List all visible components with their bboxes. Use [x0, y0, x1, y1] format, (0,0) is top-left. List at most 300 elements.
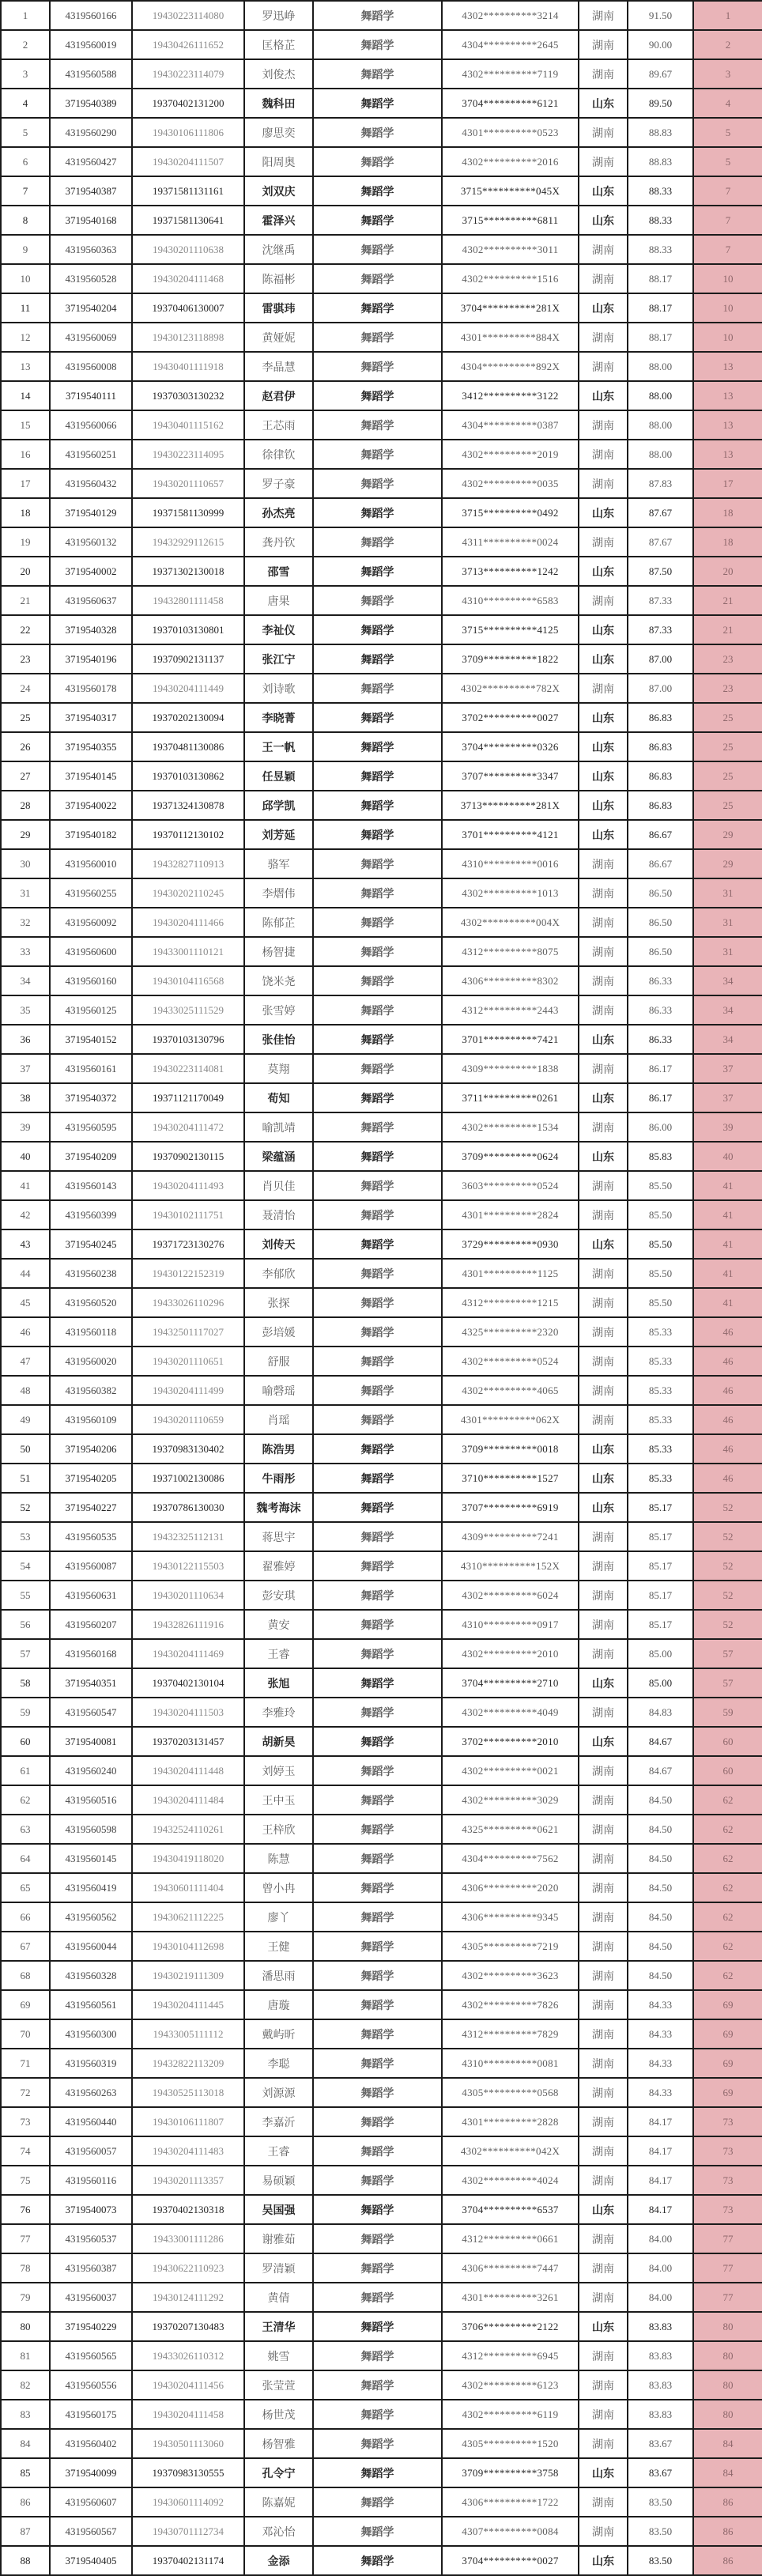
- cell-exam_no: 19370207130483: [132, 2312, 244, 2341]
- cell-masked_id: 4306**********2020: [442, 1873, 579, 1902]
- cell-rank: 13: [693, 410, 762, 440]
- cell-major: 舞蹈学: [313, 2136, 442, 2166]
- cell-exam_no: 19432801111458: [132, 586, 244, 615]
- cell-reg_id: 4319560118: [50, 1317, 132, 1347]
- cell-exam_no: 19432826111916: [132, 1610, 244, 1639]
- cell-rank: 62: [693, 1902, 762, 1932]
- cell-score: 88.83: [628, 118, 693, 147]
- cell-score: 86.17: [628, 1083, 693, 1112]
- cell-rank: 59: [693, 1698, 762, 1727]
- cell-province: 湖南: [579, 1902, 628, 1932]
- cell-reg_id: 3719540389: [50, 89, 132, 118]
- cell-rank: 46: [693, 1317, 762, 1347]
- cell-reg_id: 4319560402: [50, 2429, 132, 2458]
- cell-rank: 69: [693, 2019, 762, 2049]
- cell-rank: 69: [693, 2078, 762, 2107]
- cell-name: 骆军: [244, 849, 313, 878]
- cell-no: 54: [1, 1551, 50, 1581]
- cell-province: 湖南: [579, 2517, 628, 2546]
- cell-major: 舞蹈学: [313, 761, 442, 791]
- cell-reg_id: 4319560145: [50, 1844, 132, 1873]
- cell-score: 84.50: [628, 1873, 693, 1902]
- cell-major: 舞蹈学: [313, 1376, 442, 1405]
- cell-masked_id: 4309**********1838: [442, 1054, 579, 1083]
- cell-exam_no: 19430401115162: [132, 410, 244, 440]
- cell-rank: 40: [693, 1142, 762, 1171]
- cell-masked_id: 4302**********004X: [442, 908, 579, 937]
- table-row: [1, 2224, 762, 2253]
- table-row: [1, 1873, 762, 1902]
- cell-province: 湖南: [579, 995, 628, 1025]
- table-row: [1, 2370, 762, 2400]
- cell-exam_no: 19370983130402: [132, 1434, 244, 1464]
- cell-no: 69: [1, 1990, 50, 2019]
- cell-reg_id: 4319560588: [50, 59, 132, 89]
- cell-score: 88.00: [628, 352, 693, 381]
- table-row: [1, 1610, 762, 1639]
- table-row: [1, 1522, 762, 1551]
- cell-major: 舞蹈学: [313, 1259, 442, 1288]
- cell-major: 舞蹈学: [313, 2224, 442, 2253]
- cell-name: 孙杰亮: [244, 498, 313, 527]
- cell-province: 山东: [579, 2546, 628, 2575]
- cell-exam_no: 19371581130999: [132, 498, 244, 527]
- cell-masked_id: 3707**********3347: [442, 761, 579, 791]
- cell-name: 刘传天: [244, 1229, 313, 1259]
- cell-rank: 86: [693, 2517, 762, 2546]
- cell-name: 陈嘉妮: [244, 2487, 313, 2517]
- cell-name: 喻凯靖: [244, 1112, 313, 1142]
- cell-province: 山东: [579, 615, 628, 644]
- cell-rank: 25: [693, 703, 762, 732]
- cell-province: 湖南: [579, 2107, 628, 2136]
- table-row: [1, 1464, 762, 1493]
- cell-major: 舞蹈学: [313, 878, 442, 908]
- cell-rank: 52: [693, 1551, 762, 1581]
- cell-province: 湖南: [579, 1347, 628, 1376]
- cell-major: 舞蹈学: [313, 820, 442, 849]
- table-row: [1, 1990, 762, 2019]
- table-row: [1, 908, 762, 937]
- cell-no: 9: [1, 235, 50, 264]
- cell-score: 86.33: [628, 995, 693, 1025]
- cell-major: 舞蹈学: [313, 1902, 442, 1932]
- cell-major: 舞蹈学: [313, 2546, 442, 2575]
- cell-exam_no: 19430201113357: [132, 2166, 244, 2195]
- cell-masked_id: 4302**********6119: [442, 2400, 579, 2429]
- cell-masked_id: 4310**********0081: [442, 2049, 579, 2078]
- cell-rank: 23: [693, 674, 762, 703]
- cell-rank: 57: [693, 1668, 762, 1698]
- cell-major: 舞蹈学: [313, 557, 442, 586]
- table-row: [1, 674, 762, 703]
- cell-major: 舞蹈学: [313, 2107, 442, 2136]
- cell-no: 22: [1, 615, 50, 644]
- cell-name: 戴屿昕: [244, 2019, 313, 2049]
- cell-exam_no: 19432827110913: [132, 849, 244, 878]
- table-row: [1, 615, 762, 644]
- cell-score: 84.50: [628, 1844, 693, 1873]
- cell-name: 王睿: [244, 1639, 313, 1668]
- cell-reg_id: 3719540152: [50, 1025, 132, 1054]
- cell-exam_no: 19370402131174: [132, 2546, 244, 2575]
- cell-score: 84.17: [628, 2136, 693, 2166]
- cell-rank: 25: [693, 791, 762, 820]
- cell-score: 89.67: [628, 59, 693, 89]
- cell-reg_id: 3719540111: [50, 381, 132, 410]
- cell-rank: 18: [693, 527, 762, 557]
- cell-masked_id: 4312**********8075: [442, 937, 579, 966]
- cell-exam_no: 19430202110245: [132, 878, 244, 908]
- cell-no: 23: [1, 644, 50, 674]
- cell-reg_id: 3719540405: [50, 2546, 132, 2575]
- cell-score: 88.17: [628, 293, 693, 323]
- table-row: [1, 2341, 762, 2370]
- table-row: [1, 2517, 762, 2546]
- cell-no: 24: [1, 674, 50, 703]
- cell-no: 2: [1, 30, 50, 59]
- cell-reg_id: 4319560290: [50, 118, 132, 147]
- cell-no: 50: [1, 1434, 50, 1464]
- cell-reg_id: 4319560092: [50, 908, 132, 937]
- cell-score: 87.67: [628, 498, 693, 527]
- cell-name: 杨世茂: [244, 2400, 313, 2429]
- cell-score: 86.83: [628, 703, 693, 732]
- cell-name: 唐果: [244, 586, 313, 615]
- table-row: [1, 1668, 762, 1698]
- cell-exam_no: 19430204111448: [132, 1756, 244, 1785]
- cell-masked_id: 4325**********0621: [442, 1815, 579, 1844]
- cell-exam_no: 19430124111292: [132, 2283, 244, 2312]
- cell-reg_id: 3719540022: [50, 791, 132, 820]
- cell-masked_id: 4310**********152X: [442, 1551, 579, 1581]
- cell-no: 40: [1, 1142, 50, 1171]
- cell-name: 阳周奥: [244, 147, 313, 176]
- cell-masked_id: 4302**********0035: [442, 469, 579, 498]
- cell-no: 25: [1, 703, 50, 732]
- cell-major: 舞蹈学: [313, 1610, 442, 1639]
- cell-rank: 37: [693, 1083, 762, 1112]
- cell-score: 84.33: [628, 2078, 693, 2107]
- cell-rank: 77: [693, 2283, 762, 2312]
- cell-exam_no: 19430204111483: [132, 2136, 244, 2166]
- table-row: [1, 1054, 762, 1083]
- cell-masked_id: 4302**********3623: [442, 1961, 579, 1990]
- cell-province: 山东: [579, 2458, 628, 2487]
- table-row: [1, 1259, 762, 1288]
- cell-reg_id: 4319560008: [50, 352, 132, 381]
- table-row: [1, 1581, 762, 1610]
- cell-province: 湖南: [579, 586, 628, 615]
- cell-score: 86.00: [628, 1112, 693, 1142]
- cell-rank: 31: [693, 937, 762, 966]
- cell-masked_id: 3707**********6919: [442, 1493, 579, 1522]
- cell-score: 86.33: [628, 1025, 693, 1054]
- cell-province: 湖南: [579, 1756, 628, 1785]
- cell-name: 荀知: [244, 1083, 313, 1112]
- cell-no: 8: [1, 206, 50, 235]
- cell-reg_id: 3719540196: [50, 644, 132, 674]
- cell-exam_no: 19430204111468: [132, 264, 244, 293]
- cell-no: 45: [1, 1288, 50, 1317]
- cell-exam_no: 19430204111472: [132, 1112, 244, 1142]
- table-row: [1, 2078, 762, 2107]
- table-row: [1, 1083, 762, 1112]
- cell-major: 舞蹈学: [313, 323, 442, 352]
- table-row: [1, 206, 762, 235]
- cell-major: 舞蹈学: [313, 498, 442, 527]
- cell-masked_id: 4302**********2016: [442, 147, 579, 176]
- cell-no: 57: [1, 1639, 50, 1668]
- cell-exam_no: 19433001110121: [132, 937, 244, 966]
- cell-reg_id: 4319560251: [50, 440, 132, 469]
- cell-name: 李祉仪: [244, 615, 313, 644]
- cell-exam_no: 19370406130007: [132, 293, 244, 323]
- cell-major: 舞蹈学: [313, 703, 442, 732]
- cell-masked_id: 4301**********2824: [442, 1200, 579, 1229]
- table-row: [1, 2458, 762, 2487]
- cell-rank: 60: [693, 1756, 762, 1785]
- table-row: [1, 1142, 762, 1171]
- cell-masked_id: 3701**********7421: [442, 1025, 579, 1054]
- cell-no: 64: [1, 1844, 50, 1873]
- cell-exam_no: 19430106111806: [132, 118, 244, 147]
- cell-name: 廖思奕: [244, 118, 313, 147]
- cell-rank: 37: [693, 1054, 762, 1083]
- cell-no: 56: [1, 1610, 50, 1639]
- cell-masked_id: 3603**********0524: [442, 1171, 579, 1200]
- table-row: [1, 469, 762, 498]
- cell-reg_id: 4319560044: [50, 1932, 132, 1961]
- table-row: [1, 264, 762, 293]
- cell-name: 陈郁芷: [244, 908, 313, 937]
- cell-score: 87.67: [628, 527, 693, 557]
- cell-name: 王健: [244, 1932, 313, 1961]
- table-row: [1, 2136, 762, 2166]
- cell-masked_id: 3704**********2710: [442, 1668, 579, 1698]
- cell-score: 86.67: [628, 849, 693, 878]
- cell-major: 舞蹈学: [313, 469, 442, 498]
- table-row: [1, 293, 762, 323]
- cell-score: 88.17: [628, 264, 693, 293]
- cell-rank: 80: [693, 2400, 762, 2429]
- cell-masked_id: 3711**********0261: [442, 1083, 579, 1112]
- cell-rank: 62: [693, 1815, 762, 1844]
- cell-province: 湖南: [579, 1844, 628, 1873]
- cell-major: 舞蹈学: [313, 2517, 442, 2546]
- cell-province: 湖南: [579, 1961, 628, 1990]
- cell-no: 19: [1, 527, 50, 557]
- cell-major: 舞蹈学: [313, 1142, 442, 1171]
- cell-reg_id: 4319560132: [50, 527, 132, 557]
- cell-no: 46: [1, 1317, 50, 1347]
- cell-exam_no: 19430204111499: [132, 1376, 244, 1405]
- cell-score: 84.00: [628, 2283, 693, 2312]
- cell-province: 湖南: [579, 1171, 628, 1200]
- table-row: [1, 1961, 762, 1990]
- cell-masked_id: 3701**********4121: [442, 820, 579, 849]
- table-row: [1, 1200, 762, 1229]
- cell-reg_id: 3719540002: [50, 557, 132, 586]
- cell-masked_id: 4302**********6024: [442, 1581, 579, 1610]
- cell-major: 舞蹈学: [313, 1785, 442, 1815]
- cell-name: 李雅玲: [244, 1698, 313, 1727]
- cell-reg_id: 4319560419: [50, 1873, 132, 1902]
- table-row: [1, 1112, 762, 1142]
- cell-masked_id: 4304**********892X: [442, 352, 579, 381]
- cell-rank: 52: [693, 1581, 762, 1610]
- cell-score: 87.00: [628, 674, 693, 703]
- cell-name: 王梓欣: [244, 1815, 313, 1844]
- cell-exam_no: 19433026110296: [132, 1288, 244, 1317]
- cell-name: 王芯雨: [244, 410, 313, 440]
- cell-masked_id: 4312**********6945: [442, 2341, 579, 2370]
- cell-rank: 21: [693, 586, 762, 615]
- cell-province: 湖南: [579, 352, 628, 381]
- cell-rank: 73: [693, 2195, 762, 2224]
- cell-score: 88.83: [628, 147, 693, 176]
- cell-score: 90.00: [628, 30, 693, 59]
- cell-no: 58: [1, 1668, 50, 1698]
- cell-exam_no: 19430525113018: [132, 2078, 244, 2107]
- cell-masked_id: 4310**********0016: [442, 849, 579, 878]
- cell-reg_id: 4319560037: [50, 2283, 132, 2312]
- cell-rank: 52: [693, 1493, 762, 1522]
- cell-reg_id: 4319560382: [50, 1376, 132, 1405]
- cell-rank: 73: [693, 2107, 762, 2136]
- cell-rank: 13: [693, 352, 762, 381]
- cell-province: 湖南: [579, 1376, 628, 1405]
- table-row: [1, 1317, 762, 1347]
- cell-score: 85.17: [628, 1581, 693, 1610]
- results-table-body: [1, 1, 762, 2575]
- cell-no: 75: [1, 2166, 50, 2195]
- cell-name: 聂清怡: [244, 1200, 313, 1229]
- table-row: [1, 820, 762, 849]
- cell-rank: 7: [693, 206, 762, 235]
- table-row: [1, 1171, 762, 1200]
- cell-province: 湖南: [579, 674, 628, 703]
- cell-major: 舞蹈学: [313, 147, 442, 176]
- cell-province: 湖南: [579, 1405, 628, 1434]
- cell-name: 翟雅婷: [244, 1551, 313, 1581]
- cell-masked_id: 3709**********3758: [442, 2458, 579, 2487]
- cell-reg_id: 4319560019: [50, 30, 132, 59]
- cell-province: 山东: [579, 1229, 628, 1259]
- cell-major: 舞蹈学: [313, 966, 442, 995]
- cell-province: 山东: [579, 2312, 628, 2341]
- cell-major: 舞蹈学: [313, 2195, 442, 2224]
- cell-major: 舞蹈学: [313, 1698, 442, 1727]
- cell-score: 86.83: [628, 791, 693, 820]
- cell-province: 山东: [579, 732, 628, 761]
- cell-score: 85.33: [628, 1464, 693, 1493]
- cell-rank: 18: [693, 498, 762, 527]
- cell-score: 88.00: [628, 381, 693, 410]
- cell-province: 山东: [579, 644, 628, 674]
- cell-masked_id: 4302**********2019: [442, 440, 579, 469]
- cell-province: 湖南: [579, 1581, 628, 1610]
- cell-no: 41: [1, 1171, 50, 1200]
- cell-rank: 3: [693, 59, 762, 89]
- cell-exam_no: 19370983130555: [132, 2458, 244, 2487]
- cell-reg_id: 3719540205: [50, 1464, 132, 1493]
- cell-exam_no: 19430204111503: [132, 1698, 244, 1727]
- cell-no: 39: [1, 1112, 50, 1142]
- cell-province: 山东: [579, 498, 628, 527]
- cell-province: 山东: [579, 791, 628, 820]
- table-row: [1, 1229, 762, 1259]
- cell-exam_no: 19430601111404: [132, 1873, 244, 1902]
- cell-rank: 80: [693, 2370, 762, 2400]
- cell-no: 73: [1, 2107, 50, 2136]
- cell-rank: 80: [693, 2341, 762, 2370]
- cell-name: 杨智捷: [244, 937, 313, 966]
- cell-masked_id: 4301**********884X: [442, 323, 579, 352]
- cell-major: 舞蹈学: [313, 1844, 442, 1873]
- cell-exam_no: 19430122152319: [132, 1259, 244, 1288]
- cell-no: 87: [1, 2517, 50, 2546]
- table-row: [1, 557, 762, 586]
- cell-masked_id: 4304**********7562: [442, 1844, 579, 1873]
- cell-name: 匡格芷: [244, 30, 313, 59]
- table-row: [1, 1815, 762, 1844]
- cell-name: 牛雨彤: [244, 1464, 313, 1493]
- cell-reg_id: 3719540081: [50, 1727, 132, 1756]
- cell-no: 62: [1, 1785, 50, 1815]
- cell-major: 舞蹈学: [313, 264, 442, 293]
- cell-no: 48: [1, 1376, 50, 1405]
- cell-reg_id: 4319560387: [50, 2253, 132, 2283]
- cell-name: 刘诗歌: [244, 674, 313, 703]
- cell-exam_no: 19430426111652: [132, 30, 244, 59]
- cell-name: 罗子豪: [244, 469, 313, 498]
- cell-province: 山东: [579, 89, 628, 118]
- cell-exam_no: 19433026110312: [132, 2341, 244, 2370]
- cell-masked_id: 4304**********2645: [442, 30, 579, 59]
- cell-masked_id: 4302**********1516: [442, 264, 579, 293]
- cell-name: 蒋思宇: [244, 1522, 313, 1551]
- cell-score: 85.33: [628, 1317, 693, 1347]
- cell-province: 湖南: [579, 2049, 628, 2078]
- cell-masked_id: 4312**********2443: [442, 995, 579, 1025]
- cell-no: 49: [1, 1405, 50, 1434]
- cell-masked_id: 3709**********0624: [442, 1142, 579, 1171]
- cell-rank: 46: [693, 1464, 762, 1493]
- cell-no: 52: [1, 1493, 50, 1522]
- cell-no: 18: [1, 498, 50, 527]
- cell-name: 谢雅茹: [244, 2224, 313, 2253]
- cell-province: 湖南: [579, 264, 628, 293]
- cell-province: 湖南: [579, 2224, 628, 2253]
- cell-score: 85.33: [628, 1376, 693, 1405]
- cell-rank: 52: [693, 1522, 762, 1551]
- cell-rank: 31: [693, 878, 762, 908]
- cell-major: 舞蹈学: [313, 2078, 442, 2107]
- cell-score: 91.50: [628, 1, 693, 30]
- cell-major: 舞蹈学: [313, 849, 442, 878]
- cell-masked_id: 4302**********1013: [442, 878, 579, 908]
- cell-province: 山东: [579, 1434, 628, 1464]
- table-row: [1, 1756, 762, 1785]
- cell-name: 黄娅妮: [244, 323, 313, 352]
- cell-major: 舞蹈学: [313, 1054, 442, 1083]
- cell-exam_no: 19430204111449: [132, 674, 244, 703]
- cell-reg_id: 4319560178: [50, 674, 132, 703]
- cell-major: 舞蹈学: [313, 1727, 442, 1756]
- cell-name: 杨智雅: [244, 2429, 313, 2458]
- cell-name: 魏科田: [244, 89, 313, 118]
